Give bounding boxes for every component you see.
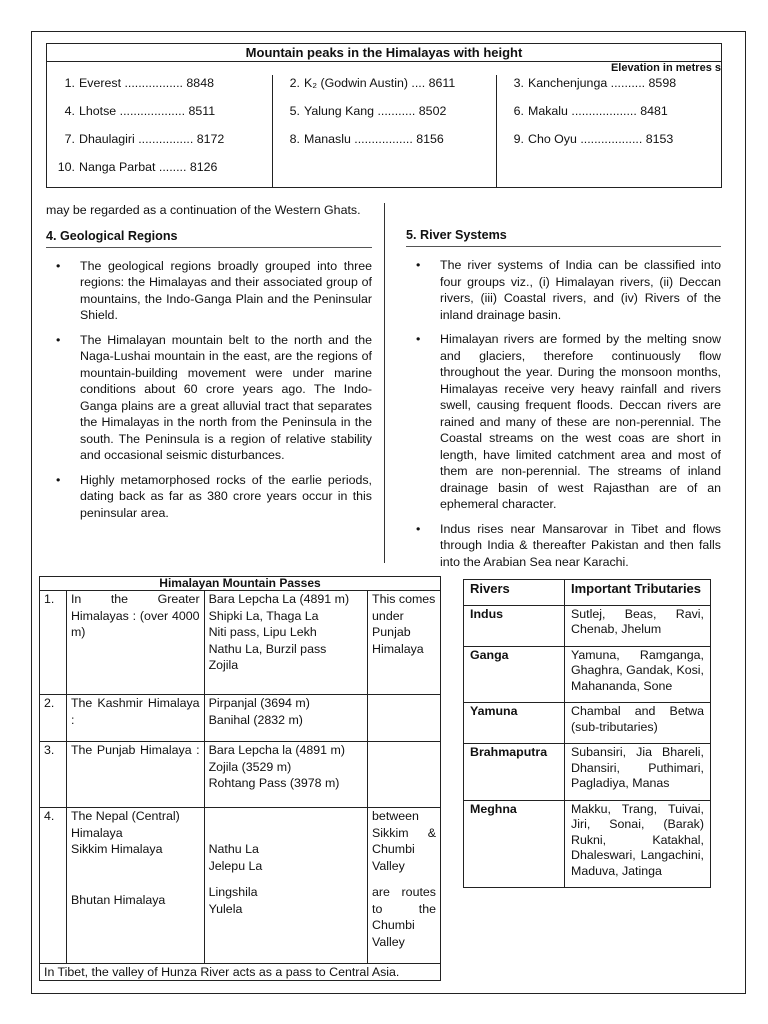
pass-note: This comes under Punjab Himalaya — [368, 591, 441, 695]
peak-item: 2. K₂ (Godwin Austin) .... 8611 — [289, 76, 456, 90]
peak-item: 5. Yalung Kang ........... 8502 — [289, 104, 447, 118]
list-item: • Himalayan rivers are formed by the melting snow and glaciers, therefore continuously flow throughout the year. During the monsoon months, Himalayas receive very heavy rainfall and rivers swell, causing frequent floods. Deccan rivers are rained and many of these are non-perennial. The Coastal streams on the west coas are short in length, have limited catchment area and most of them are non-perennial. The streams of inland drainage basin of west Rajasthan are of an ephemeral character. — [406, 331, 721, 513]
peak-item: 9. Cho Oyu .................. 8153 — [513, 132, 674, 146]
pass-note — [368, 695, 441, 742]
river-name: Indus — [464, 605, 565, 646]
peak-item: 10. Nanga Parbat ........ 8126 — [57, 160, 218, 174]
pass-name: Banihal (2832 m) — [208, 712, 303, 727]
pass-name: Niti pass, Lipu Lekh — [208, 625, 317, 639]
peaks-table — [46, 43, 722, 188]
pass-note — [368, 742, 441, 808]
peaks-title: Mountain peaks in the Himalayas with height — [47, 44, 721, 62]
geological-bullets — [46, 258, 372, 522]
pass-name: Lingshila — [208, 885, 258, 899]
peaks-col-divider — [496, 75, 497, 187]
pass-region-name: Sikkim Himalaya — [70, 842, 163, 856]
intro-text: may be regarded as a continuation of the Western Ghats. — [46, 203, 361, 217]
river-tributaries: Sutlej, Beas, Ravi, Chenab, Jhelum — [565, 605, 711, 646]
geological-regions-heading: 4. Geological Regions — [46, 229, 372, 248]
pass-note-text: are routes to the Chumbi Valley — [372, 885, 436, 949]
pass-row-num: 3. — [40, 742, 67, 808]
pass-list — [204, 808, 367, 964]
pass-note — [368, 808, 441, 964]
river-tributaries: Makku, Trang, Tuivai, Jiri, Sonai, (Barak) Rukni, Katakhal, Dhaleswari, Langachini, Maduva, Jatinga — [565, 800, 711, 888]
pass-row-num: 2. — [40, 695, 67, 742]
peaks-unit: Elevation in metres s — [610, 62, 721, 74]
river-tributaries: Chambal and Betwa (sub-tributaries) — [565, 703, 711, 744]
river-systems-heading: 5. River Systems — [406, 228, 721, 247]
pass-name: Zojila — [208, 658, 239, 672]
pass-name: Pirpanjal (3694 m) — [208, 696, 310, 710]
pass-name: Nathu La, Burzil pass — [208, 641, 327, 656]
pass-region: The Punjab Himalaya : — [66, 742, 204, 808]
peak-item: 8. Manaslu ................. 8156 — [289, 132, 444, 146]
pass-list — [204, 695, 367, 742]
pass-name: Nathu La — [208, 842, 259, 856]
right-column — [406, 228, 721, 578]
left-column — [46, 202, 372, 529]
river-bullets — [406, 257, 721, 570]
pass-region — [66, 808, 204, 964]
passes-footer: In Tibet, the valley of Hunza River acts as a pass to Central Asia. — [40, 964, 441, 981]
pass-name: Zojila (3529 m) — [208, 759, 292, 774]
peak-item: 3. Kanchenjunga .......... 8598 — [513, 76, 677, 90]
pass-note-text: between Sikkim & Chumbi Valley — [372, 809, 436, 873]
river-name: Meghna — [464, 800, 565, 888]
list-item: • Indus rises near Mansarovar in Tibet and flows through India & thereafter Pakistan and then falls into the Arabian Sea near Karachi. — [406, 521, 721, 571]
pass-name: Bara Lepcha la (4891 m) — [208, 743, 345, 757]
river-name: Yamuna — [464, 703, 565, 744]
passes-title: Himalayan Mountain Passes — [40, 577, 441, 591]
pass-list — [204, 742, 367, 808]
river-tributaries: Subansiri, Jia Bhareli, Dhansiri, Puthimari, Pagladiya, Manas — [565, 744, 711, 801]
peak-item: 1. Everest ................. 8848 — [64, 76, 214, 90]
river-tributaries: Yamuna, Ramganga, Ghaghra, Gandak, Kosi, Mahananda, Sone — [565, 646, 711, 703]
peak-item: 4. Lhotse ................... 8511 — [64, 104, 216, 118]
pass-row-num: 4. — [40, 808, 67, 964]
peak-item: 7. Dhaulagiri ................ 8172 — [64, 132, 225, 146]
pass-row-num: 1. — [40, 591, 67, 695]
pass-region-name: The Nepal (Central) Himalaya — [70, 809, 180, 840]
list-item: • The Himalayan mountain belt to the north and the Naga-Lushai mountain in the east, are the regions of mountain-building movement were under marine conditions about 60 crore years ago. The Indo-Ganga plains are a great alluvial tract that separates the Himalayas in the north from the Peninsula in the south. The Peninsula is a region of relative stability and occasional seismic disturbances. — [46, 332, 372, 464]
pass-name: Shipki La, Thaga La — [208, 608, 319, 623]
column-divider — [384, 203, 385, 563]
pass-name: Jelepu La — [208, 858, 263, 873]
peaks-col-divider — [272, 75, 273, 187]
pass-region: The Kashmir Himalaya : — [66, 695, 204, 742]
pass-name: Yulela — [208, 901, 243, 916]
peak-item: 6. Makalu ................... 8481 — [513, 104, 668, 118]
pass-region: In the Greater Himalayas : (over 4000 m) — [66, 591, 204, 695]
rivers-header: Rivers — [464, 580, 565, 606]
passes-table — [39, 576, 441, 981]
rivers-table — [463, 579, 711, 888]
river-name: Ganga — [464, 646, 565, 703]
pass-name: Rohtang Pass (3978 m) — [208, 776, 340, 790]
pass-region-name: Bhutan Himalaya — [70, 892, 166, 907]
pass-list — [204, 591, 367, 695]
tributaries-header: Important Tributaries — [565, 580, 711, 606]
list-item: • The geological regions broadly grouped into three regions: the Himalayas and their associated group of mountains, the Indo-Ganga Plain and the Peninsular Shield. — [46, 258, 372, 324]
list-item: • The river systems of India can be classified into four groups viz., (i) Himalayan rivers, (ii) Deccan rivers, (iii) Coastal rivers, and (iv) Rivers of the inland drainage basin. — [406, 257, 721, 323]
river-name: Brahmaputra — [464, 744, 565, 801]
list-item: • Highly metamorphosed rocks of the earlie periods, dating back as far as 380 crore years occur in this peninsular area. — [46, 472, 372, 522]
pass-name: Bara Lepcha La (4891 m) — [208, 592, 350, 606]
